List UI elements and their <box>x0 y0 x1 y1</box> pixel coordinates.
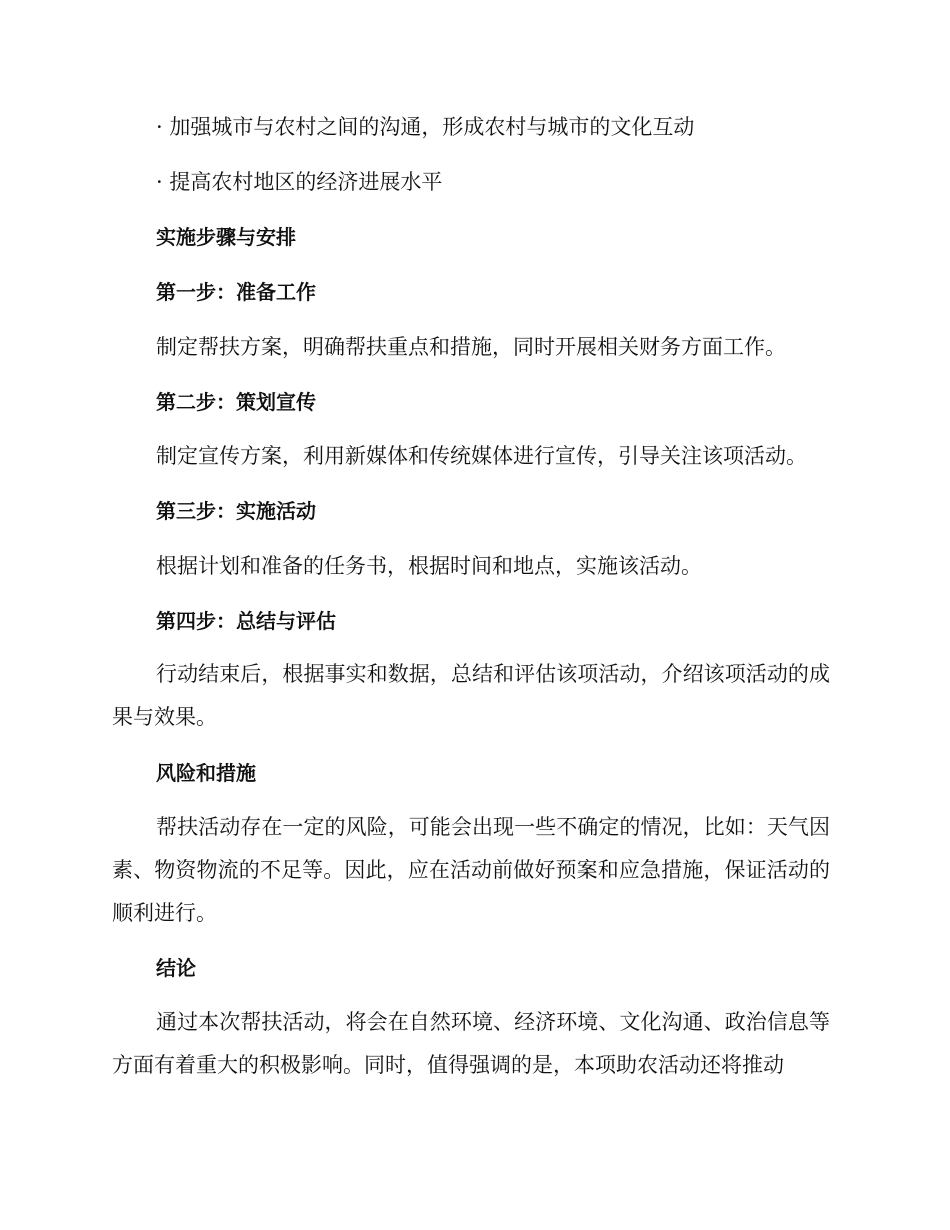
bullet-item: · 加强城市与农村之间的沟通，形成农村与城市的文化互动 <box>156 115 695 139</box>
step-title: 第四步：总结与评估 <box>156 609 336 633</box>
step-title: 第三步：实施活动 <box>156 499 316 523</box>
step-text: 制定宣传方案，利用新媒体和传统媒体进行宣传，引导关注该项活动。 <box>156 444 807 468</box>
bullet-item: · 提高农村地区的经济进展水平 <box>156 170 443 194</box>
risk-paragraph: 帮扶活动存在一定的风险，可能会出现一些不确定的情况，比如：天气因素、物资物流的不足等。因此，应在活动前做好预案和应急措施，保证活动的顺利进行。 <box>112 815 830 925</box>
conclusion-paragraph: 通过本次帮扶活动，将会在自然环境、经济环境、文化沟通、政治信息等方面有着重大的积极影响。同时，值得强调的是，本项助农活动还将推动 <box>112 1010 830 1077</box>
section-heading-conclusion: 结论 <box>156 956 196 980</box>
step-title: 第二步：策划宣传 <box>156 390 316 414</box>
section-heading-steps: 实施步骤与安排 <box>156 225 296 249</box>
step-text: 制定帮扶方案，明确帮扶重点和措施，同时开展相关财务方面工作。 <box>156 335 786 359</box>
step-text: 行动结束后，根据事实和数据，总结和评估该项活动，介绍该项活动的成果与效果。 <box>112 662 830 729</box>
step-title: 第一步：准备工作 <box>156 280 316 304</box>
step-text: 根据计划和准备的任务书，根据时间和地点，实施该活动。 <box>156 554 702 578</box>
section-heading-risk: 风险和措施 <box>156 761 256 785</box>
